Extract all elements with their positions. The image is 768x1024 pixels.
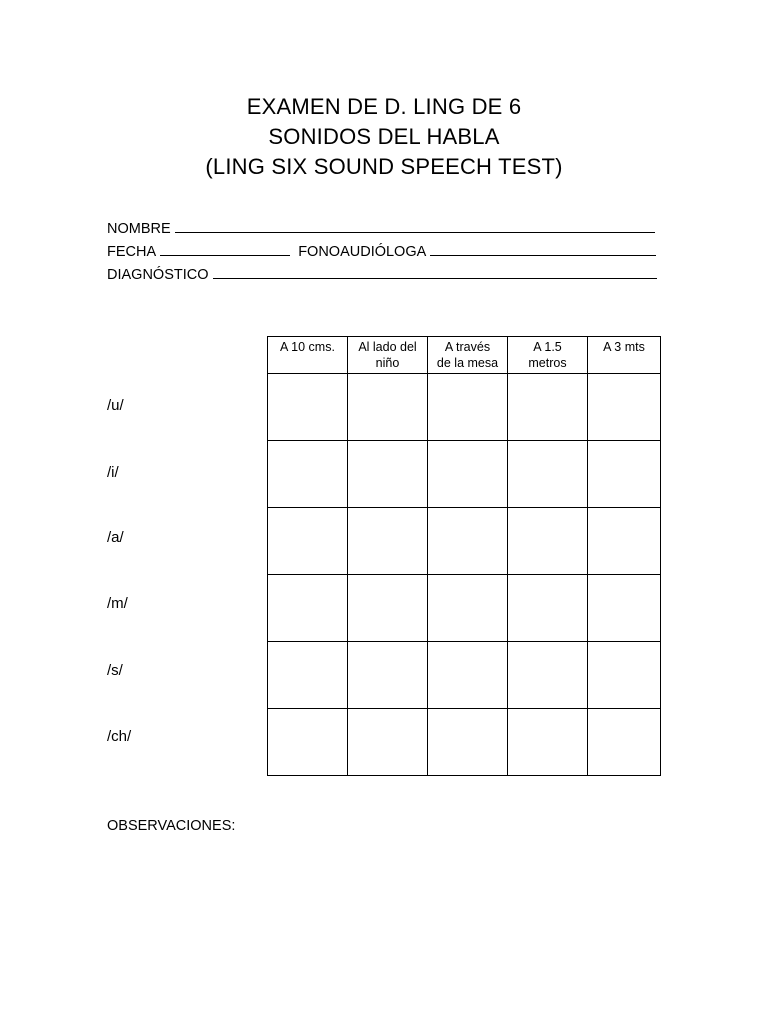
table-cell[interactable]	[588, 374, 661, 441]
sound-label-a: /a/	[107, 529, 124, 546]
sound-label-i: /i/	[107, 464, 119, 481]
sound-label-ch: /ch/	[107, 728, 132, 745]
table-cell[interactable]	[428, 441, 508, 508]
fecha-label: FECHA	[107, 244, 157, 260]
table-cell[interactable]	[348, 642, 428, 709]
table-cell[interactable]	[268, 374, 348, 441]
table-cell[interactable]	[268, 575, 348, 642]
fonoaudiologa-label: FONOAUDIÓLOGA	[298, 244, 427, 260]
fonoaudiologa-blank[interactable]	[430, 241, 656, 256]
sound-label-s: /s/	[107, 662, 123, 679]
nombre-row	[107, 218, 655, 239]
title-line-2: SONIDOS DEL HABLA	[268, 124, 500, 149]
table-cell[interactable]	[588, 642, 661, 709]
column-header: A 3 mts	[588, 337, 661, 374]
table-cell[interactable]	[428, 642, 508, 709]
table-cell[interactable]	[348, 374, 428, 441]
column-header: Al lado del niño	[348, 337, 428, 374]
sound-label-u: /u/	[107, 397, 124, 414]
observaciones-label: OBSERVACIONES:	[107, 818, 236, 834]
table-cell[interactable]	[268, 441, 348, 508]
results-table	[267, 336, 661, 776]
diagnostico-blank[interactable]	[213, 264, 657, 279]
table-cell[interactable]	[588, 575, 661, 642]
table-cell[interactable]	[508, 508, 588, 575]
table-row	[268, 709, 661, 776]
sound-label-m: /m/	[107, 595, 128, 612]
table-cell[interactable]	[508, 374, 588, 441]
table-cell[interactable]	[508, 709, 588, 776]
nombre-label: NOMBRE	[107, 221, 171, 237]
title-line-1: EXAMEN DE D. LING DE 6	[246, 94, 522, 119]
table-cell[interactable]	[268, 642, 348, 709]
table-cell[interactable]	[348, 441, 428, 508]
table-cell[interactable]	[348, 709, 428, 776]
title-line-3: (LING SIX SOUND SPEECH TEST)	[205, 154, 563, 179]
table-header-row	[268, 337, 661, 374]
table-row	[268, 374, 661, 441]
table-cell[interactable]	[588, 441, 661, 508]
column-header: A través de la mesa	[428, 337, 508, 374]
column-header: A 10 cms.	[268, 337, 348, 374]
diagnostico-row	[107, 264, 657, 285]
table-cell[interactable]	[268, 508, 348, 575]
table-cell[interactable]	[268, 709, 348, 776]
diagnostico-label: DIAGNÓSTICO	[107, 267, 209, 283]
table-cell[interactable]	[588, 508, 661, 575]
table-cell[interactable]	[348, 508, 428, 575]
fecha-blank[interactable]	[160, 241, 290, 256]
table-cell[interactable]	[428, 374, 508, 441]
table-row	[268, 575, 661, 642]
column-header: A 1.5 metros	[508, 337, 588, 374]
table-row	[268, 642, 661, 709]
table-cell[interactable]	[428, 575, 508, 642]
document-title	[0, 92, 768, 182]
nombre-blank[interactable]	[175, 218, 655, 233]
table-cell[interactable]	[348, 575, 428, 642]
table-cell[interactable]	[588, 709, 661, 776]
table-cell[interactable]	[428, 508, 508, 575]
table-row	[268, 508, 661, 575]
table-cell[interactable]	[508, 441, 588, 508]
fecha-row	[107, 241, 656, 262]
table-cell[interactable]	[508, 642, 588, 709]
table-row	[268, 441, 661, 508]
table-cell[interactable]	[428, 709, 508, 776]
table-cell[interactable]	[508, 575, 588, 642]
